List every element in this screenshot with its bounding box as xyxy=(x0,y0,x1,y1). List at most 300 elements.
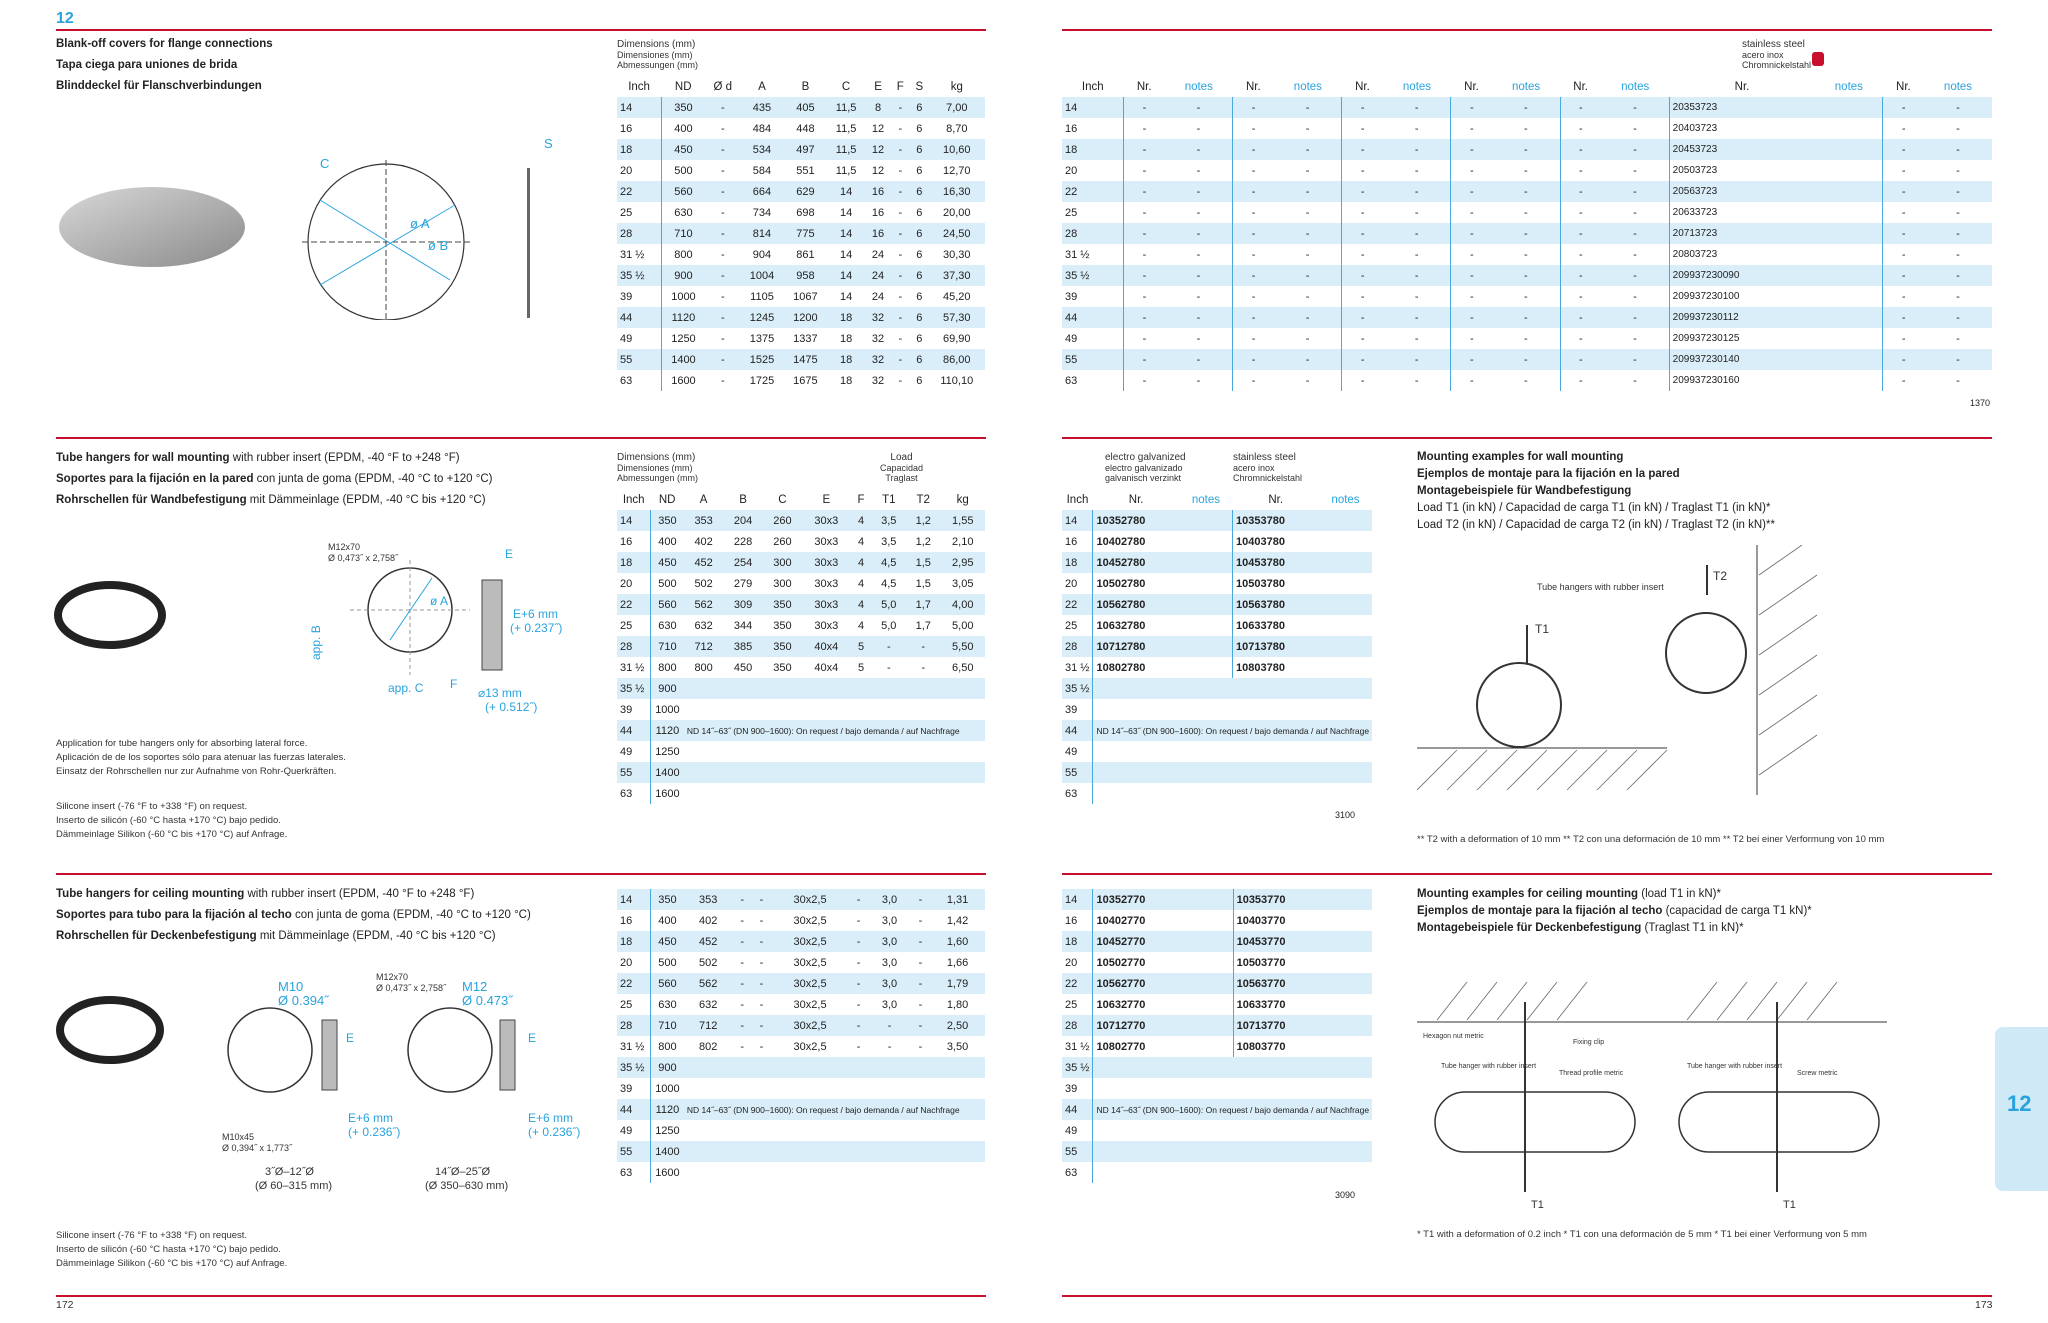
svg-text:Ø 0.394˝: Ø 0.394˝ xyxy=(278,993,329,1008)
ref-1370: 1370 xyxy=(1970,398,1991,408)
table-cell: - xyxy=(1383,223,1451,244)
chapter-tab[interactable] xyxy=(1995,1027,2048,1191)
table-cell: 10712780 xyxy=(1093,636,1179,657)
table-cell: 14 xyxy=(827,223,865,244)
ceiling-hanger-diagram xyxy=(50,970,600,1220)
table-cell: 10633770 xyxy=(1233,994,1358,1015)
table-cell: - xyxy=(918,1040,923,1053)
table-cell: - xyxy=(1124,265,1165,286)
table-row xyxy=(1062,552,1372,573)
table-cell: - xyxy=(1305,164,1310,177)
table-cell xyxy=(1815,307,1883,328)
table-cell xyxy=(1815,160,1883,181)
table-header: C xyxy=(841,80,851,93)
table-cell: - xyxy=(1883,181,1924,202)
table-row xyxy=(617,720,985,741)
table-cell: - xyxy=(1883,223,1924,244)
svg-text:M12: M12 xyxy=(462,979,488,994)
table-cell: - xyxy=(1883,286,1924,307)
table-row xyxy=(617,741,985,762)
table-row xyxy=(1062,657,1372,678)
table-cell: - xyxy=(1124,244,1165,265)
table-cell: 30x3 xyxy=(802,594,850,615)
table-cell: - xyxy=(911,973,930,994)
table-cell: 5 xyxy=(857,661,865,674)
table-row xyxy=(1062,1036,1372,1057)
table-row xyxy=(617,762,985,783)
table-cell: 63 xyxy=(620,374,633,387)
table-cell xyxy=(1093,1162,1372,1183)
table-cell: 400 xyxy=(650,910,683,931)
table-cell: 6 xyxy=(916,248,923,261)
table-row xyxy=(1062,615,1372,636)
table-cell: 14 xyxy=(827,265,865,286)
table-cell: 5 xyxy=(850,636,871,657)
svg-text:(Ø 60–315 mm): (Ø 60–315 mm) xyxy=(255,1180,333,1192)
table-cell xyxy=(1319,531,1372,552)
table-cell: - xyxy=(1342,265,1383,286)
table-header: E xyxy=(822,493,831,506)
table-cell: - xyxy=(886,661,891,674)
table-cell: 16 xyxy=(865,223,891,244)
table-cell: 350 xyxy=(773,661,792,674)
table-cell: - xyxy=(1560,244,1601,265)
svg-text:Fixing clip: Fixing clip xyxy=(1573,1039,1605,1046)
svg-text:M10: M10 xyxy=(278,979,304,994)
table-cell: 350 xyxy=(650,510,683,531)
table-cell: - xyxy=(898,248,903,261)
table-cell: 1120 xyxy=(661,307,705,328)
table-row xyxy=(617,573,985,594)
table-row xyxy=(617,118,985,139)
table-cell: 24 xyxy=(865,265,891,286)
table-row xyxy=(1062,1099,1372,1120)
table-cell: - xyxy=(887,1040,892,1053)
table-cell: - xyxy=(1414,122,1419,135)
table-cell: 1400 xyxy=(661,349,705,370)
table-cell: - xyxy=(1492,307,1560,328)
label-c: C xyxy=(320,156,330,171)
table-row xyxy=(1062,349,1992,370)
table-cell: - xyxy=(891,181,910,202)
table-cell: 39 xyxy=(1065,290,1078,303)
table-cell: 10503780 xyxy=(1233,573,1319,594)
table-cell: 209937230090 xyxy=(1669,265,1815,286)
table-cell: - xyxy=(1342,118,1383,139)
table-cell: 8 xyxy=(865,97,891,118)
svg-text:(+ 0.512˝): (+ 0.512˝) xyxy=(485,700,538,714)
table-cell: - xyxy=(1451,160,1492,181)
eg-header: electro galvanized electro galvanizado galvanisch verzinkt xyxy=(1105,452,1186,483)
table-header: Inch xyxy=(628,80,650,93)
table-header: Nr. xyxy=(1245,80,1261,93)
table-cell: - xyxy=(1414,164,1419,177)
table-cell: 63 xyxy=(620,1166,633,1179)
table-cell: - xyxy=(1274,349,1342,370)
svg-text:E+6 mm: E+6 mm xyxy=(348,1111,394,1125)
table-cell xyxy=(1179,531,1232,552)
table-cell: - xyxy=(1956,206,1960,219)
table-cell: - xyxy=(1305,206,1310,219)
table-cell xyxy=(1319,552,1372,573)
table-row xyxy=(617,370,985,391)
table-cell: - xyxy=(1883,202,1924,223)
table-cell: 1,60 xyxy=(930,931,985,952)
table-cell: 800 xyxy=(650,1036,683,1057)
table-header: T1 xyxy=(882,493,896,506)
table-cell: - xyxy=(1233,181,1274,202)
table-header: Nr. xyxy=(1464,80,1479,93)
table-cell: 63 xyxy=(1065,1166,1078,1179)
table-cell: 4 xyxy=(857,535,865,548)
table-cell: 1600 xyxy=(661,370,705,391)
table-row xyxy=(1062,994,1372,1015)
table-cell: 69,90 xyxy=(943,332,971,345)
table-cell: 3,0 xyxy=(868,889,911,910)
wall-mounting-diagram xyxy=(1417,545,1977,835)
svg-text:Tube hanger with rubber insert: Tube hanger with rubber insert xyxy=(1687,1063,1783,1070)
table-cell: 49 xyxy=(1065,1124,1078,1137)
table-cell xyxy=(1179,636,1232,657)
table-cell: - xyxy=(1492,265,1560,286)
table-row xyxy=(617,139,985,160)
svg-text:M12x70: M12x70 xyxy=(376,972,409,982)
table-cell: - xyxy=(1414,290,1419,303)
table-cell: - xyxy=(1883,97,1924,118)
table-cell: 18 xyxy=(617,552,650,573)
table-cell: 630 xyxy=(650,615,683,636)
table-header: Nr. xyxy=(1268,493,1284,506)
table-cell: - xyxy=(1165,265,1233,286)
rule-sec2-left xyxy=(56,437,986,439)
table-row xyxy=(617,931,985,952)
table-cell: 629 xyxy=(784,181,827,202)
table-cell: 40x4 xyxy=(814,661,839,674)
table-cell: - xyxy=(891,307,910,328)
table-cell: - xyxy=(1383,139,1451,160)
table-cell xyxy=(684,783,985,804)
table-cell: 14 xyxy=(839,248,853,261)
table-cell: 1725 xyxy=(749,374,775,387)
table-cell: - xyxy=(1883,349,1924,370)
label-a: ø A xyxy=(410,216,430,231)
table-cell: - xyxy=(1956,290,1960,303)
table-row xyxy=(617,636,985,657)
svg-text:ø A: ø A xyxy=(430,594,449,608)
table-cell: - xyxy=(1342,349,1383,370)
table-cell: 22 xyxy=(1062,594,1093,615)
table-cell: - xyxy=(1414,206,1419,219)
table-row xyxy=(1062,118,1992,139)
table-cell: - xyxy=(1233,265,1274,286)
table-cell: 30x2,5 xyxy=(771,931,849,952)
table-row xyxy=(1062,1141,1372,1162)
table-cell: 10802780 xyxy=(1093,657,1179,678)
table-cell: - xyxy=(872,636,906,657)
table-cell: 18 xyxy=(1062,139,1124,160)
table-cell: - xyxy=(918,998,923,1011)
table-cell: 55 xyxy=(1062,1141,1093,1162)
table-cell: 3,5 xyxy=(881,535,897,548)
table-header: notes xyxy=(1834,80,1863,93)
svg-text:Tube hangers with rubber inser: Tube hangers with rubber insert xyxy=(1537,582,1664,592)
table-cell: - xyxy=(1233,349,1274,370)
svg-text:F: F xyxy=(450,677,458,691)
table-cell: 7,00 xyxy=(929,97,984,118)
table-cell: 31 ½ xyxy=(620,1040,645,1053)
ceiling-mounting-diagram xyxy=(1417,972,1897,1212)
table-cell: 49 xyxy=(620,745,633,758)
ceiling-hanger-table xyxy=(617,889,985,1183)
table-row xyxy=(617,531,985,552)
table-cell: 10712770 xyxy=(1093,1015,1218,1036)
table-cell: 500 xyxy=(661,160,705,181)
table-cell: - xyxy=(1165,223,1233,244)
table-cell: 1375 xyxy=(749,332,775,345)
table-cell: 405 xyxy=(784,97,827,118)
table-cell: 28 xyxy=(1062,223,1124,244)
table-cell: 209937230140 xyxy=(1669,349,1815,370)
table-cell: - xyxy=(1342,139,1383,160)
table-cell: 560 xyxy=(650,594,683,615)
table-row xyxy=(1062,573,1372,594)
table-cell: 30x2,5 xyxy=(771,1015,849,1036)
table-cell: 1250 xyxy=(661,328,705,349)
table-cell: - xyxy=(1165,97,1233,118)
table-cell: 63 xyxy=(1065,374,1078,387)
table-cell xyxy=(1093,1141,1372,1162)
table-cell: - xyxy=(1124,160,1165,181)
table-row xyxy=(1062,762,1372,783)
table-cell xyxy=(1218,994,1233,1015)
table-row xyxy=(1062,97,1992,118)
table-cell: - xyxy=(1124,181,1165,202)
table-cell: 16 xyxy=(1065,535,1078,548)
table-cell: - xyxy=(1342,244,1383,265)
table-cell: - xyxy=(1524,206,1528,219)
table-cell: 12 xyxy=(871,164,885,177)
table-cell: 710 xyxy=(650,636,683,657)
table-cell: - xyxy=(720,374,725,387)
table-cell xyxy=(1359,910,1373,931)
table-cell: 22 xyxy=(617,594,650,615)
table-cell: 18 xyxy=(1062,931,1093,952)
table-cell: - xyxy=(1124,370,1165,391)
table-cell: 49 xyxy=(620,332,633,345)
table-cell: - xyxy=(1601,265,1669,286)
table-cell: - xyxy=(1524,332,1528,345)
table-cell: - xyxy=(1124,118,1165,139)
svg-text:Ø 0,394˝ x 1,773˝: Ø 0,394˝ x 1,773˝ xyxy=(222,1143,293,1153)
table-cell: 1,66 xyxy=(946,956,969,969)
table-row xyxy=(1062,910,1372,931)
table-cell: 260 xyxy=(763,510,802,531)
table-row xyxy=(617,1057,985,1078)
table-cell: 254 xyxy=(723,552,762,573)
wall-tube xyxy=(1666,613,1746,693)
table-cell xyxy=(684,1162,985,1183)
table-cell: - xyxy=(1601,223,1669,244)
table-cell xyxy=(1359,1036,1373,1057)
table-cell: - xyxy=(1956,374,1960,387)
table-cell xyxy=(1359,994,1373,1015)
table-row xyxy=(617,160,985,181)
table-cell: - xyxy=(720,206,725,219)
table-cell: - xyxy=(733,931,752,952)
table-header: kg xyxy=(950,80,963,93)
svg-text:Screw metric: Screw metric xyxy=(1797,1070,1838,1077)
svg-text:Ø 0,473˝ x 2,758˝: Ø 0,473˝ x 2,758˝ xyxy=(328,553,399,563)
table-cell: 1600 xyxy=(650,783,683,804)
table-row xyxy=(617,1036,985,1057)
table-cell: 452 xyxy=(684,552,723,573)
table-cell: 630 xyxy=(661,202,705,223)
ceiling-footnote: * T1 with a deformation of 0.2 inch * T1 con una deformación de 5 mm * T1 bei einer Verformung von 5 mm xyxy=(1417,1229,1867,1240)
table-cell: 450 xyxy=(650,552,683,573)
bottom-rule-left xyxy=(56,1295,986,1297)
small-hanger-view xyxy=(228,1008,312,1092)
table-cell: - xyxy=(1124,139,1165,160)
table-cell: - xyxy=(1451,349,1492,370)
table-cell: 1120 xyxy=(650,720,683,741)
table-cell: - xyxy=(898,164,903,177)
table-header: B xyxy=(739,493,747,506)
table-cell xyxy=(1319,657,1372,678)
table-row xyxy=(617,699,985,720)
svg-text:Ø 0,473˝ x 2,758˝: Ø 0,473˝ x 2,758˝ xyxy=(376,983,447,993)
table-cell: 632 xyxy=(694,619,713,632)
table-cell: 10452770 xyxy=(1093,931,1218,952)
table-cell: - xyxy=(1956,248,1960,261)
svg-text:T1: T1 xyxy=(1783,1199,1796,1211)
table-row xyxy=(1062,636,1372,657)
table-row xyxy=(617,202,985,223)
table-row xyxy=(617,1015,985,1036)
table-cell: 44 xyxy=(617,1099,650,1120)
table-header: ND xyxy=(674,80,692,93)
table-cell: - xyxy=(1560,223,1601,244)
table-cell: 110,10 xyxy=(940,374,974,387)
table-cell: - xyxy=(1524,122,1528,135)
table-cell: 6 xyxy=(910,223,929,244)
table-cell: - xyxy=(1342,202,1383,223)
table-cell xyxy=(1093,1120,1372,1141)
table-cell: 350 xyxy=(763,636,802,657)
table-cell: 3,0 xyxy=(868,973,911,994)
table-row xyxy=(1062,265,1992,286)
table-cell: - xyxy=(1196,332,1201,345)
table-row xyxy=(1062,328,1992,349)
svg-text:E: E xyxy=(528,1031,537,1045)
table-cell: - xyxy=(1305,122,1310,135)
table-cell: 6 xyxy=(916,290,923,303)
table-cell: - xyxy=(849,931,868,952)
table-cell: 10453780 xyxy=(1233,552,1319,573)
table-cell: 16 xyxy=(865,181,891,202)
table-cell xyxy=(1179,573,1232,594)
table-row xyxy=(617,910,985,931)
table-cell: 14 xyxy=(827,181,865,202)
table-cell: 14 xyxy=(1062,889,1093,910)
table-header: T2 xyxy=(916,493,930,506)
table-cell: 484 xyxy=(752,122,772,135)
table-cell: - xyxy=(1233,118,1274,139)
table-cell: - xyxy=(856,998,861,1011)
table-cell: - xyxy=(1342,97,1383,118)
table-cell: 57,30 xyxy=(929,307,984,328)
table-cell: ND 14˝–63˝ (DN 900–1600): On request / bajo demanda / auf Nachfrage xyxy=(684,720,985,741)
table-cell: - xyxy=(1233,307,1274,328)
table-cell: 502 xyxy=(694,577,713,590)
table-cell xyxy=(1218,1036,1233,1057)
table-cell: 12 xyxy=(871,122,885,135)
table-cell: 12 xyxy=(865,139,891,160)
table-cell: 44 xyxy=(1062,1099,1093,1120)
table-cell: - xyxy=(1883,118,1924,139)
table-cell: ND 14˝–63˝ (DN 900–1600): On request / bajo demanda / auf Nachfrage xyxy=(1093,720,1372,741)
table-cell: - xyxy=(1414,248,1419,261)
label-s-dim: S xyxy=(544,136,553,151)
table-cell: 4 xyxy=(850,594,871,615)
table-cell: 6 xyxy=(910,265,929,286)
table-cell: 1,80 xyxy=(946,998,969,1011)
table-cell: - xyxy=(1560,286,1601,307)
table-cell: 10563770 xyxy=(1233,973,1358,994)
bottom-rule-right xyxy=(1062,1295,1992,1297)
table-cell: 10632780 xyxy=(1093,615,1179,636)
table-cell: 16 xyxy=(1065,914,1078,927)
table-cell: 28 xyxy=(1062,636,1093,657)
table-cell: 802 xyxy=(699,1040,718,1053)
table-row xyxy=(617,994,985,1015)
table-cell xyxy=(1093,783,1372,804)
table-cell: - xyxy=(1342,181,1383,202)
table-cell: - xyxy=(1342,223,1383,244)
svg-text:E: E xyxy=(505,547,514,561)
table-cell: 39 xyxy=(1065,1082,1078,1095)
table-cell: - xyxy=(759,914,764,927)
table-cell: - xyxy=(733,889,752,910)
table-cell: 1000 xyxy=(650,699,683,720)
table-cell: 20453723 xyxy=(1669,139,1815,160)
table-cell: - xyxy=(898,290,903,303)
table-cell: 209937230125 xyxy=(1669,328,1815,349)
table-cell: - xyxy=(891,223,910,244)
table-cell xyxy=(684,678,985,699)
table-cell: 25 xyxy=(620,619,633,632)
table-cell: 1,55 xyxy=(940,510,985,531)
table-cell xyxy=(684,741,985,762)
table-cell: 44 xyxy=(1062,720,1093,741)
hanger-photo xyxy=(58,585,162,645)
table-row xyxy=(1062,244,1992,265)
table-row xyxy=(1062,1057,1372,1078)
table-cell: - xyxy=(1451,328,1492,349)
top-rule-left xyxy=(56,29,986,31)
table-row xyxy=(1062,889,1372,910)
table-cell: - xyxy=(891,139,910,160)
section2-title: Tube hangers for wall mounting with rubber insert (EPDM, -40 °F to +248 °F) Soportes para la fijación en la pared con junta de goma (EPDM, -40 °C to +120 °C) Rohrschellen für Wandbefestigung mit Dämmeinlage (EPDM, -40 °C bis +120 °C) xyxy=(56,452,493,506)
table-cell: - xyxy=(898,374,903,387)
blank-off-cover-diagram xyxy=(50,120,530,320)
table-cell xyxy=(1359,1015,1373,1036)
table-cell: - xyxy=(1524,248,1528,261)
table-cell: - xyxy=(1342,370,1383,391)
table-cell: 1,7 xyxy=(915,619,931,632)
table-cell: - xyxy=(1956,332,1960,345)
table-cell: 55 xyxy=(1062,349,1124,370)
table-row xyxy=(1062,510,1372,531)
